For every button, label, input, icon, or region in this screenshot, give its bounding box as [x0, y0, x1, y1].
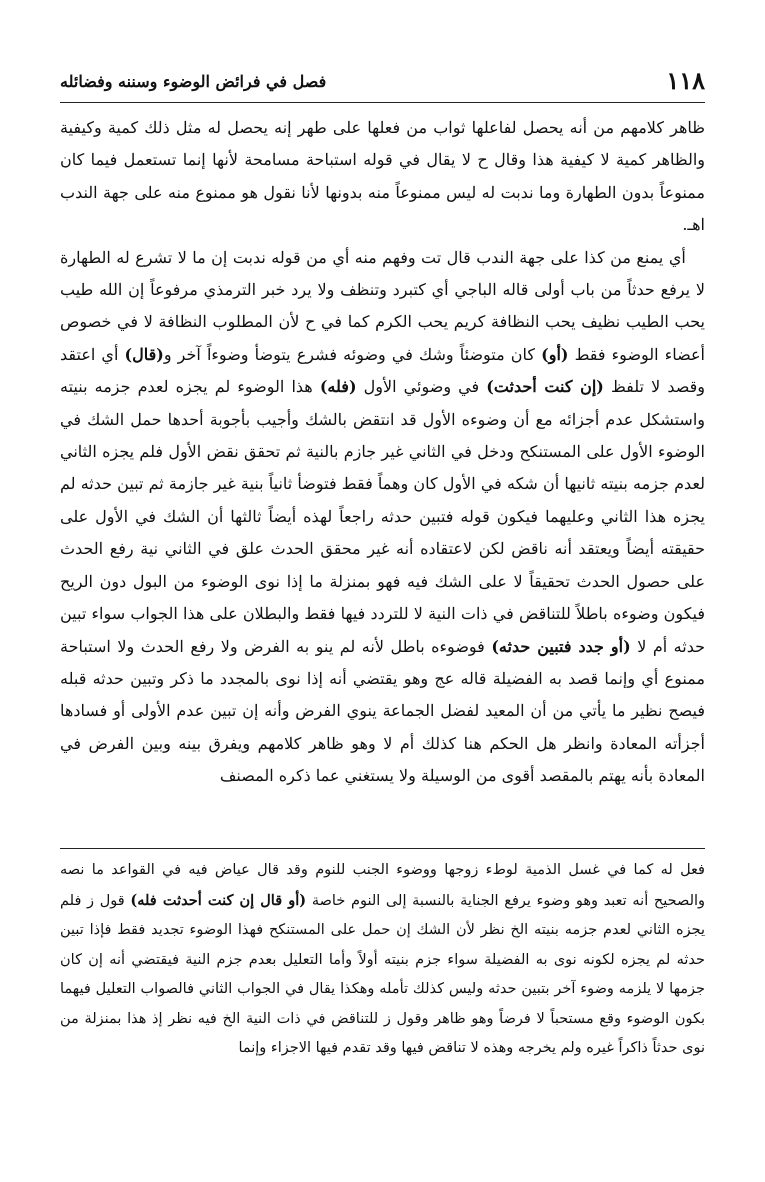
running-title: فصل في فرائض الوضوء وسننه وفضائله: [60, 72, 327, 91]
text-run: كان متوضئاً وشك في وضوئه فشرع يتوضأ وضوءاً آخر و: [163, 344, 542, 364]
matn-quote: (أو): [541, 344, 569, 364]
main-text: [60, 112, 705, 793]
footnote-divider: [60, 848, 705, 849]
text-run: قول ز فلم يجزه الثاني لعدم جزمه بنيته الخ نظر لأن الشك إن حمل على المستنكح فهذا الوضوء تجديد فقط فإذا تبين حدثه لم يجزه لكونه نوى به الفضيلة سواء جزم بنيته أولاً وأما التعليل بعدم جزم النية فيقتضي أنه إن كان جزمها لا يلزمه وضوء آخر بتبين حدثه وليس كذلك تأمله وهكذا يقال في الجواب الثاني فالصواب التعليل فيهما بكون الوضوء وقع مستحباً لا فرضاً وهو ظاهر وقول ز للتناقض في ذات النية الخ فيه نظر إذ هذا بمنزلة من نوى حدثاً ذاكراً غيره ولم يخرجه وهذه لا تناقض فيها وقد تقدم فيها الاجزاء وإنما: [60, 892, 705, 1056]
matn-quote: (أو قال إن كنت أحدثت فله): [130, 891, 307, 909]
paragraph: ظاهر كلامهم من أنه يحصل لفاعلها ثواب من فعلها على طهر إنه يحصل له مثل ذلك كمية وكيفية والظاهر كمية لا كيفية هذا وقال ح لا يقال في قوله استباحة مسامحة لأنها إنما تستعمل فيما كان ممنوعاً بدون الطهارة وما ندبت له ليس ممنوعاً منه بدونها لأنا نقول هو ممنوع منه على جهة الندب اهـ.: [60, 118, 706, 235]
paragraph: [60, 242, 705, 793]
text-run: فعل له كما في غسل الذمية لوطء زوجها ووضوء الجنب للنوم وقد قال عياض فيه في القواعد ما نصه والصحيح أنه تعبد وهو وضوء يرفع الجناية بالنسبة إلى النوم خاصة: [60, 862, 706, 909]
text-run: أي اعتقد وقصد لا تلفظ: [60, 344, 706, 397]
matn-quote: (قال): [124, 344, 164, 364]
footnote-paragraph: [60, 856, 705, 1064]
text-run: هذا الوضوء لم يجزه لعدم جزمه بنيته واستشكل عدم أجزائه مع أن وضوءه الأول قد انتقض بالشك وأجيب بأجوبة أحدها حمل الشك في الوضوء الأول على المستنكح ودخل في الثاني غير جازم بالنية ثم تحقق نقض الأول فلم يجزه الثاني لعدم جزمه بنيته ثانيها أن شكه في الأول كان وهماً فقط فتوضأ ثانياً بنية غير جازمة ثم تبين حدثه لم يجزه هذا الثاني وعليهما فيكون قوله فتبين حدثه راجعاً لهذه أيضاً ثالثها أن الشك في الأول على حقيقته أيضاً ويعتقد أنه ناقض لكن لاعتقاده أنه غير محقق الحدث علق في الثاني نية رفع الحدث على حصول الحدث تحقيقاً لا على الشك فيه فهو بمنزلة ما إذا نوى الوضوء من البول دون الريح فيكون وضوءه باطلاً للتناقض في ذات النية لا للتردد فيها فقط والبطلان على هذا الجواب سواء تبين حدثه أم لا: [60, 377, 706, 656]
text-run: في وضوئي الأول: [356, 377, 487, 397]
page-number: ١١٨: [666, 66, 705, 95]
page-header: [60, 66, 705, 103]
matn-quote: (إن كنت أحدثت): [486, 377, 604, 397]
text-run: أي يمنع من كذا على جهة الندب قال تت وفهم منه أي من قوله ندبت إن ما لا تشرع له الطهارة لا يرفع حدثاً من باب أولى قاله الباجي أي كتبرد وتنظف ولا يرد خبر الترمذي مرفوعاً إن الله طيب يحب الطيب نظيف يحب النظافة كريم يحب الكرم كما في ح لأن المطلوب النظافة لا في خصوص أعضاء الوضوء فقط: [60, 247, 705, 364]
footnote: [60, 856, 705, 1064]
matn-quote: (فله): [319, 377, 357, 397]
matn-quote: (أو جدد فتبين حدثه): [491, 636, 631, 656]
text-run: فوضوءه باطل لأنه لم ينو به الفرض ولا رفع الحدث ولا استباحة ممنوع أي وإنما قصد به الفضيلة قاله عج وهو يقتضي أنه إذا نوى بالمجدد ما ذكر وتبين حدثه قبله فيصح نظير ما يأتي من أن المعيد لفضل الجماعة ينوي الفرض وأنه إن تبين عدم الأولى أو فسادها أجزأته المعادة وانظر هل الحكم هنا كذلك أم لا وهو ظاهر كلامهم ويفرق بينه وبين الفرض في المعادة بأنه يهتم بالمقصد أقوى من الوسيلة ولا يستغني عما ذكره المصنف: [60, 636, 705, 786]
